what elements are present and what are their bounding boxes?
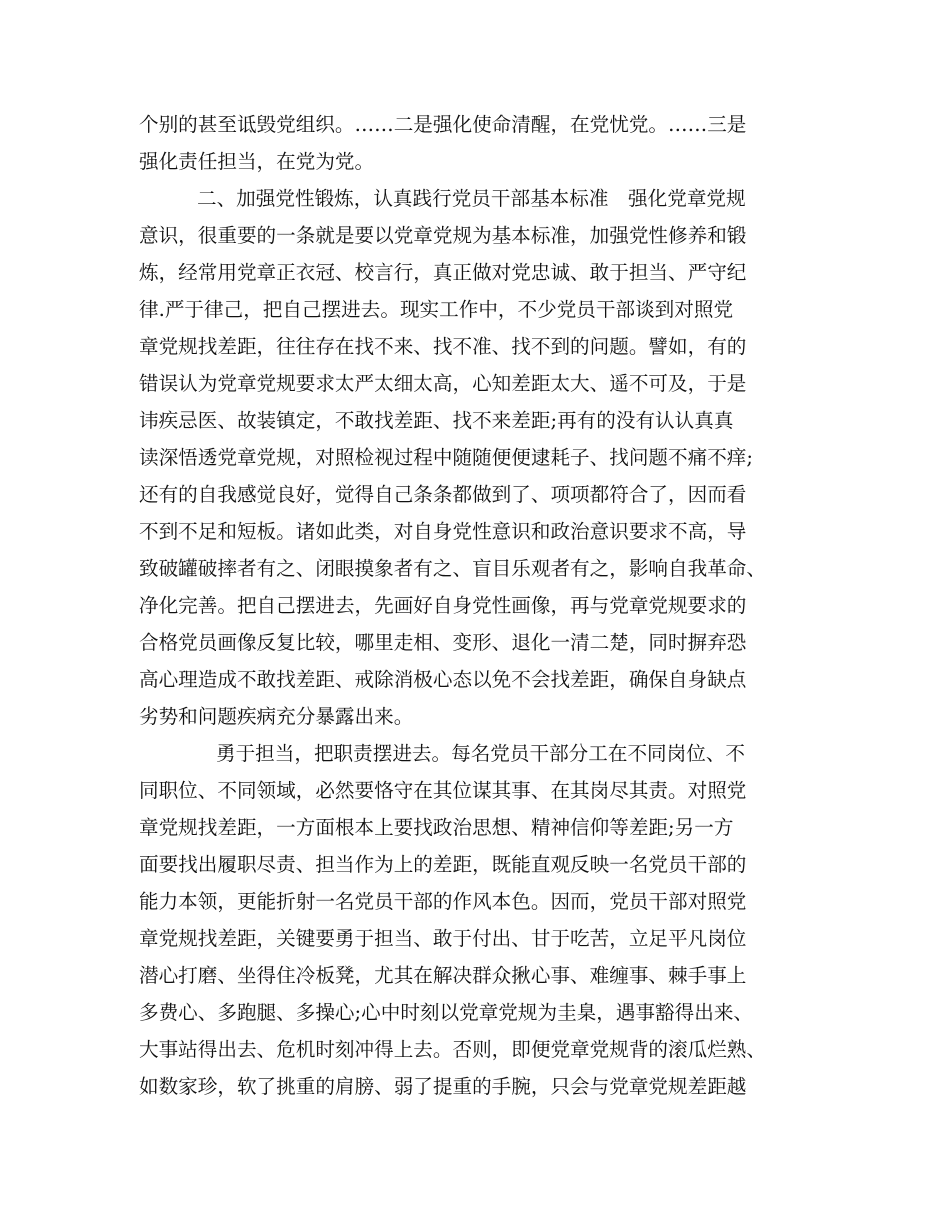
text-line: 读深悟透党章党规，对照检视过程中随随便便逮耗子、找问题不痛不痒; <box>139 446 754 469</box>
text-line: 高心理造成不敢找差距、戒除消极心态以免不会找差距，确保自身缺点 <box>139 668 747 691</box>
text-line: 潜心打磨、坐得住冷板凳，尤其在解决群众揪心事、难缠事、棘手事上 <box>139 964 747 987</box>
text-line: 大事站得出去、危机时刻冲得上去。否则，即便党章党规背的滚瓜烂熟、 <box>139 1038 766 1061</box>
text-line: 致破罐破摔者有之、闭眼摸象者有之、盲目乐观者有之，影响自我革命、 <box>139 557 766 580</box>
text-line: 讳疾忌医、故装镇定，不敢找差距、找不来差距;再有的没有认认真真 <box>139 409 734 432</box>
text-line: 不到不足和短板。诸如此类，对自身党性意识和政治意识要求不高，导 <box>139 520 747 543</box>
text-line: 面要找出履职尽责、担当作为上的差距，既能直观反映一名党员干部的 <box>139 853 747 876</box>
text-line: 章党规找差距，往往存在找不来、找不准、找不到的问题。譬如，有的 <box>139 335 747 358</box>
text-line: 能力本领，更能折射一名党员干部的作风本色。因而，党员干部对照党 <box>139 890 747 913</box>
text-line: 强化责任担当，在党为党。 <box>139 150 375 173</box>
text-line: 意识，很重要的一条就是要以党章党规为基本标准，加强党性修养和锻 <box>139 224 747 247</box>
text-line: 净化完善。把自己摆进去，先画好自身党性画像，再与党章党规要求的 <box>139 594 747 617</box>
text-line: 多费心、多跑腿、多操心;心中时刻以党章党规为圭臬，遇事豁得出来、 <box>139 1001 754 1024</box>
text-line: 律.严于律己，把自己摆进去。现实工作中，不少党员干部谈到对照党 <box>139 298 734 321</box>
document-page <box>139 106 815 1105</box>
text-line: 同职位、不同领域，必然要恪守在其位谋其事、在其岗尽其责。对照党 <box>139 779 747 802</box>
text-line: 炼，经常用党章正衣冠、校言行，真正做对党忠诚、敢于担当、严守纪 <box>139 261 747 284</box>
text-line: 个别的甚至诋毁党组织。……二是强化使命清醒，在党忧党。……三是 <box>139 113 747 136</box>
text-line: 章党规找差距，一方面根本上要找政治思想、精神信仰等差距;另一方 <box>139 816 734 839</box>
paragraph-2 <box>139 180 815 735</box>
section-heading-line: 二、加强党性锻炼，认真践行党员干部基本标准 强化党章党规 <box>197 187 746 210</box>
text-line: 如数家珍，软了挑重的肩膀、弱了提重的手腕，只会与党章党规差距越 <box>139 1075 747 1098</box>
text-line: 劣势和问题疾病充分暴露出来。 <box>139 705 414 728</box>
paragraph-3 <box>139 735 815 1105</box>
paragraph-1 <box>139 106 815 180</box>
text-line: 还有的自我感觉良好，觉得自己条条都做到了、项项都符合了，因而看 <box>139 483 747 506</box>
text-line: 章党规找差距，关键要勇于担当、敢于付出、甘于吃苦，立足平凡岗位 <box>139 927 747 950</box>
text-line: 合格党员画像反复比较，哪里走相、变形、退化一清二楚，同时摒弃恐 <box>139 631 747 654</box>
text-line: 勇于担当，把职责摆进去。每名党员干部分工在不同岗位、不 <box>216 742 746 765</box>
text-line: 错误认为党章党规要求太严太细太高，心知差距太大、遥不可及，于是 <box>139 372 747 395</box>
